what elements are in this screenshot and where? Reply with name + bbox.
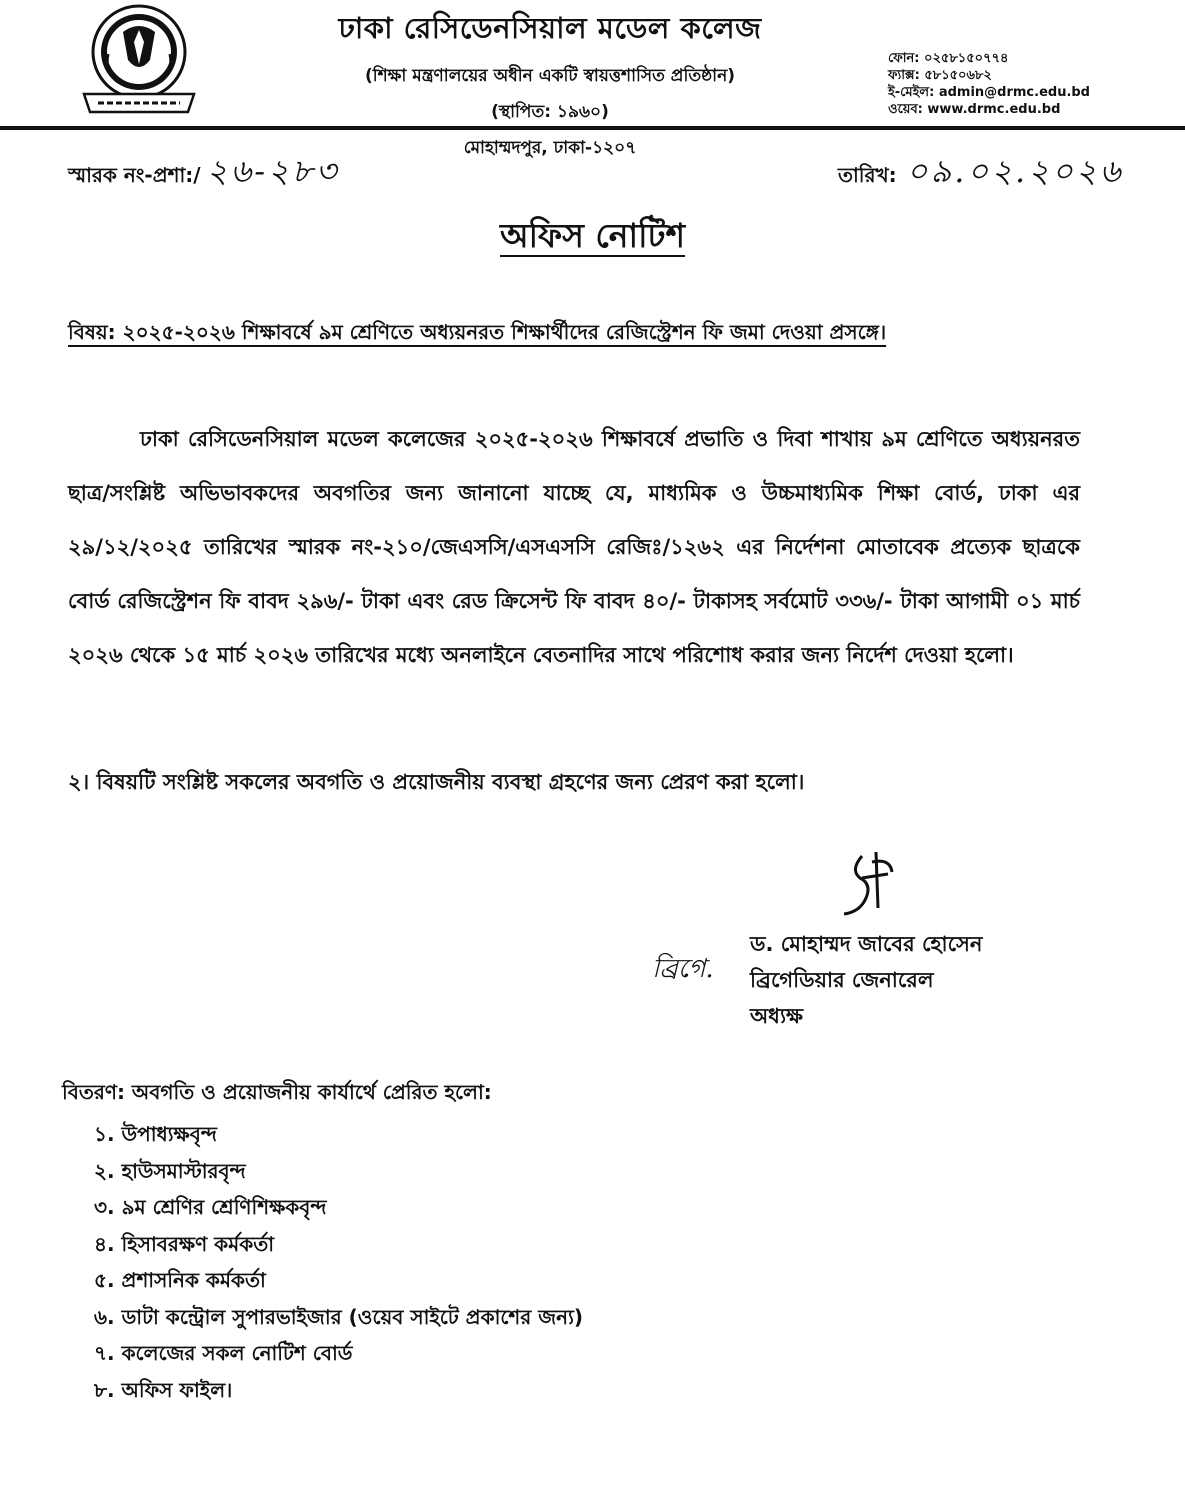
college-name: ঢাকা রেসিডেনসিয়াল মডেল কলেজ <box>338 11 762 45</box>
signatory-name: ড. মোহাম্মদ জাবের হোসেন <box>750 932 983 956</box>
signatory-rank: ব্রিগেডিয়ার জেনারেল <box>750 968 934 992</box>
memo-number-handwritten: ২৬-২৮৩ <box>206 152 340 190</box>
list-item: ৫. প্রশাসনিক কর্মকর্তা <box>94 1268 266 1292</box>
signatory-designation: অধ্যক্ষ <box>750 1004 804 1028</box>
college-logo <box>78 2 200 120</box>
list-item: ৩. ৯ম শ্রেণির শ্রেণিশিক্ষকবৃন্দ <box>94 1195 327 1219</box>
list-item: ৭. কলেজের সকল নোটিশ বোর্ড <box>94 1341 353 1365</box>
memo-date <box>838 146 1123 200</box>
list-item: ৬. ডাটা কন্ট্রোল সুপারভাইজার (ওয়েব সাইটে প্রকাশের জন্য) <box>94 1304 584 1329</box>
contact-phone: ফোন: ০২৫৮১৫০৭৭৪ <box>888 51 1009 66</box>
notice-body-paragraph-2: ২। বিষয়টি সংশ্লিষ্ট সকলের অবগতি ও প্রয়োজনীয় ব্যবস্থা গ্রহণের জন্য প্রেরণ করা হলো। <box>68 770 805 794</box>
list-item: ২. হাউসমাস্টারবৃন্দ <box>94 1158 246 1183</box>
contact-web: ওয়েব: www.drmc.edu.bd <box>888 102 1061 117</box>
list-item: ১. উপাধ্যক্ষবৃন্দ <box>94 1122 217 1146</box>
established-year: (স্থাপিত: ১৯৬০) <box>491 102 609 122</box>
notice-body-paragraph: ঢাকা রেসিডেনসিয়াল মডেল কলেজের ২০২৫-২০২৬ শিক্ষাবর্ষে প্রভাতি ও দিবা শাখায় ৯ম শ্রেণিতে অধ্যয়নরত ছাত্র/সংশ্লিষ্ট অভিভাবকদের অবগতির জন্য জানানো যাচ্ছে যে, মাধ্যমিক ও উচ্চমাধ্যমিক শিক্ষা বোর্ড, ঢাকা এর ২৯/১২/২০২৫ তারিখের স্মারক নং-২১০/জেএসসি/এসএসসি রেজিঃ/১২৬২ এর নির্দেশনা মোতাবেক প্রত্যেক ছাত্রকে বোর্ড রেজিস্ট্রেশন ফি বাবদ ২৯৬/- টাকা এবং রেড ক্রিসেন্ট ফি বাবদ ৪০/- টাকাসহ সর্বমোট ৩৩৬/- টাকা আগামী ০১ মার্চ ২০২৬ থেকে ১৫ মার্চ ২০২৬ তারিখের মধ্যে অনলাইনে বেতনাদির সাথে পরিশোধ করার জন্য নির্দেশ দেওয়া হলো। <box>68 427 1080 667</box>
signature-mark <box>832 848 902 922</box>
signature-prefix: ব্রিগে. <box>652 954 714 984</box>
list-item: ৮. অফিস ফাইল। <box>94 1377 233 1402</box>
college-address: মোহাম্মদপুর, ঢাকা-১২০৭ <box>463 138 637 158</box>
date-label: তারিখ: <box>838 163 897 187</box>
date-handwritten: ০৯.০২.২০২৬ <box>906 152 1124 190</box>
contact-block <box>888 50 1090 118</box>
distribution-heading: বিতরণ: অবগতি ও প্রয়োজনীয় কার্যার্থে প্রেরিত হলো: <box>62 1080 492 1104</box>
contact-email: ই-মেইল: admin@drmc.edu.bd <box>888 85 1090 100</box>
header-divider <box>0 126 1185 130</box>
letterhead <box>300 6 800 163</box>
notice-subject: বিষয়: ২০২৫-২০২৬ শিক্ষাবর্ষে ৯ম শ্রেণিতে অধ্যয়নরত শিক্ষার্থীদের রেজিস্ট্রেশন ফি জমা দেওয়া প্রসঙ্গে। <box>68 320 887 344</box>
memo-number <box>68 146 339 200</box>
distribution-list <box>94 1116 583 1408</box>
college-subtitle: (শিক্ষা মন্ত্রণালয়ের অধীন একটি স্বায়ত্তশাসিত প্রতিষ্ঠান) <box>364 66 736 86</box>
memo-label: স্মারক নং-প্রশা:/ <box>68 163 201 187</box>
list-item: ৪. হিসাবরক্ষণ কর্মকর্তা <box>94 1231 275 1256</box>
notice-title <box>0 210 1185 266</box>
contact-fax: ফ্যাক্স: ৫৮১৫০৬৮২ <box>888 68 992 83</box>
notice-title-text: অফিস নোটিশ <box>499 216 686 255</box>
signature-block <box>750 926 982 1034</box>
